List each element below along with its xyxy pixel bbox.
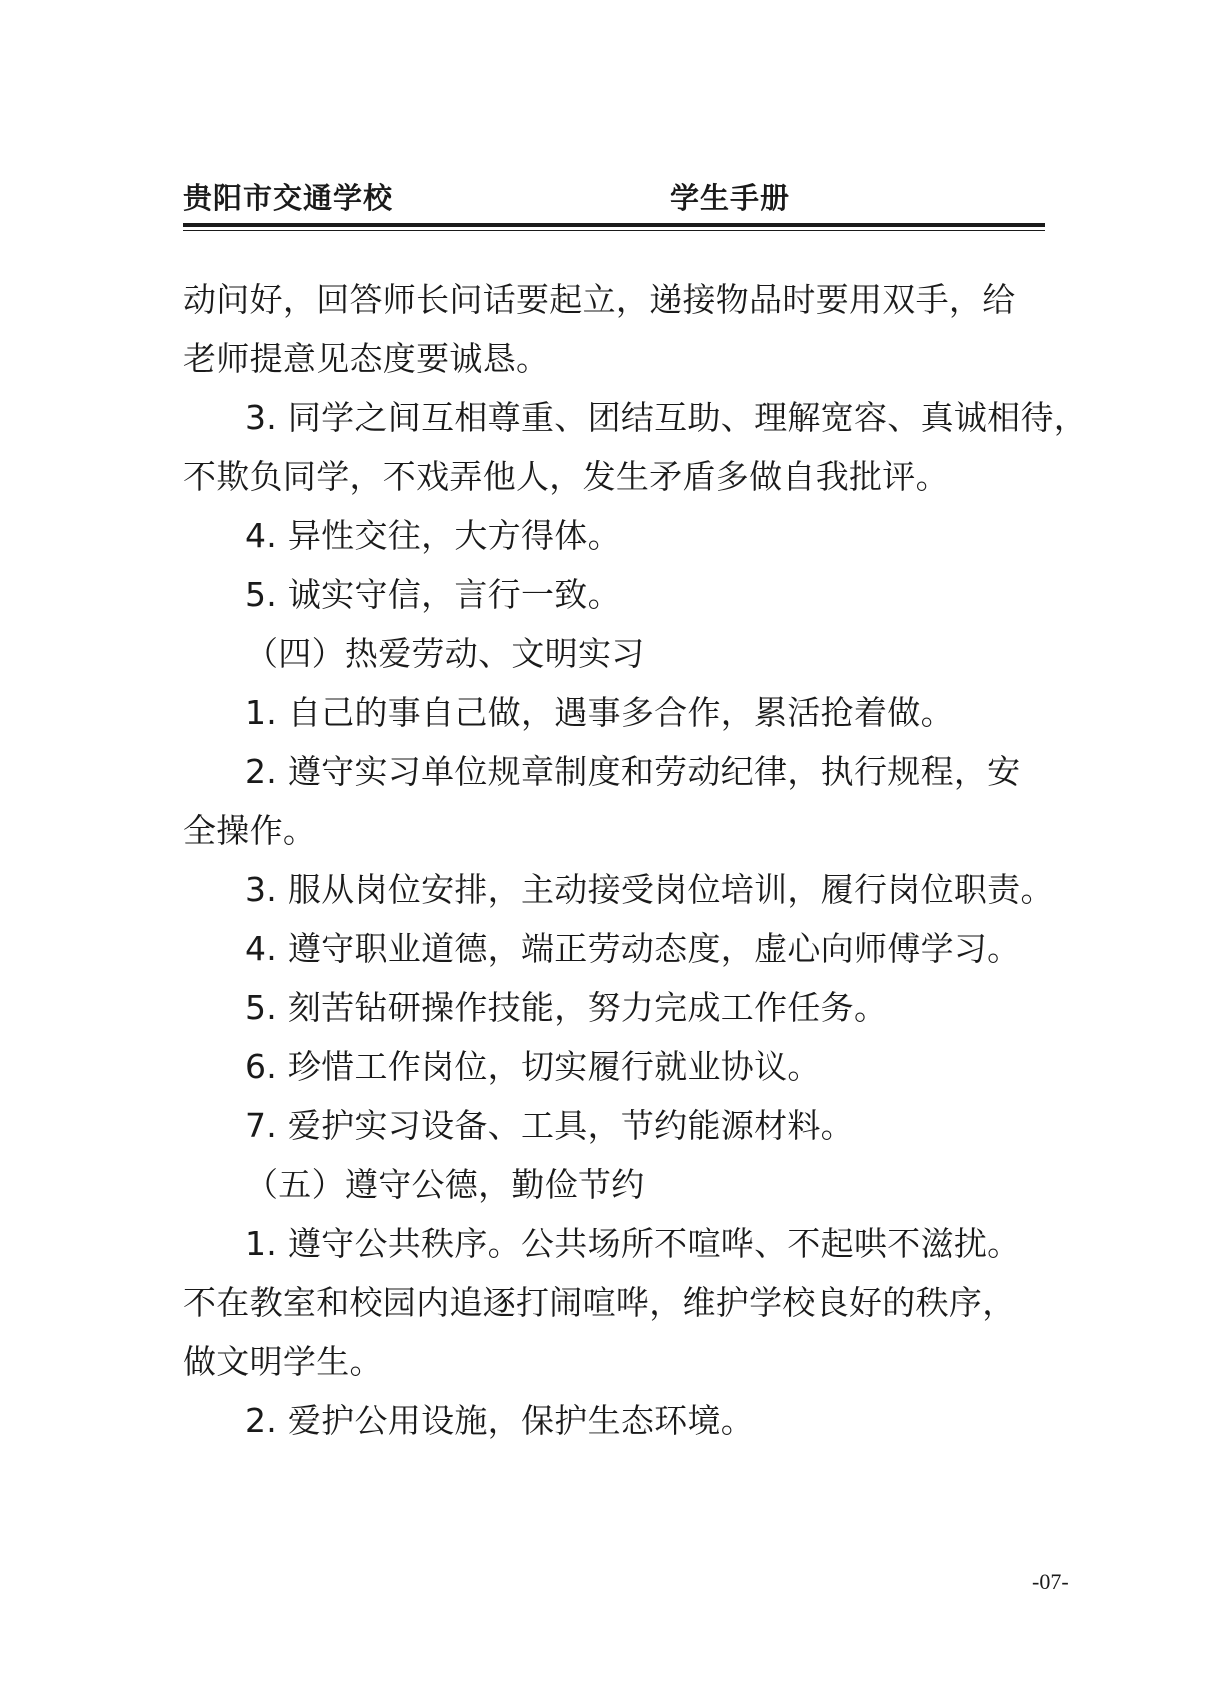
text-line: 1. 遵守公共秩序。公共场所不喧哗、不起哄不滋扰。 (245, 1224, 1021, 1263)
text-line: 1. 自己的事自己做，遇事多合作，累活抢着做。 (245, 693, 954, 732)
header-rule-thick (183, 223, 1045, 227)
text-line: 不在教室和校园内追逐打闹喧哗，维护学校良好的秩序， (183, 1283, 1016, 1322)
text-line: 动问好，回答师长问话要起立，递接物品时要用双手，给 (183, 280, 1016, 319)
text-line: 5. 刻苦钻研操作技能，努力完成工作任务。 (245, 988, 888, 1027)
section-heading: （五）遵守公德，勤俭节约 (245, 1165, 645, 1204)
text-line: 4. 遵守职业道德，端正劳动态度，虚心向师傅学习。 (245, 929, 1021, 968)
page-number: -07- (1032, 1569, 1069, 1594)
page-header (183, 176, 1045, 216)
header-rule-thin (183, 230, 1045, 231)
text-line: 5. 诚实守信，言行一致。 (245, 575, 621, 614)
text-line: 不欺负同学，不戏弄他人，发生矛盾多做自我批评。 (183, 457, 949, 496)
text-line: 2. 爱护公用设施，保护生态环境。 (245, 1401, 755, 1440)
text-line: 3. 服从岗位安排，主动接受岗位培训，履行岗位职责。 (245, 870, 1054, 909)
text-line: 老师提意见态度要诚恳。 (183, 339, 550, 378)
school-name: 贵阳市交通学校 (183, 181, 394, 215)
section-heading: （四）热爱劳动、文明实习 (245, 634, 645, 673)
handbook-title: 学生手册 (670, 181, 791, 215)
text-line: 全操作。 (183, 811, 317, 850)
text-line: 做文明学生。 (183, 1342, 383, 1381)
text-line: 3. 同学之间互相尊重、团结互助、理解宽容、真诚相待， (245, 398, 1088, 437)
body-text (183, 270, 1088, 1450)
text-line: 7. 爱护实习设备、工具，节约能源材料。 (245, 1106, 854, 1145)
text-line: 4. 异性交往，大方得体。 (245, 516, 621, 555)
text-line: 2. 遵守实习单位规章制度和劳动纪律，执行规程，安 (245, 752, 1021, 791)
text-line: 6. 珍惜工作岗位，切实履行就业协议。 (245, 1047, 821, 1086)
